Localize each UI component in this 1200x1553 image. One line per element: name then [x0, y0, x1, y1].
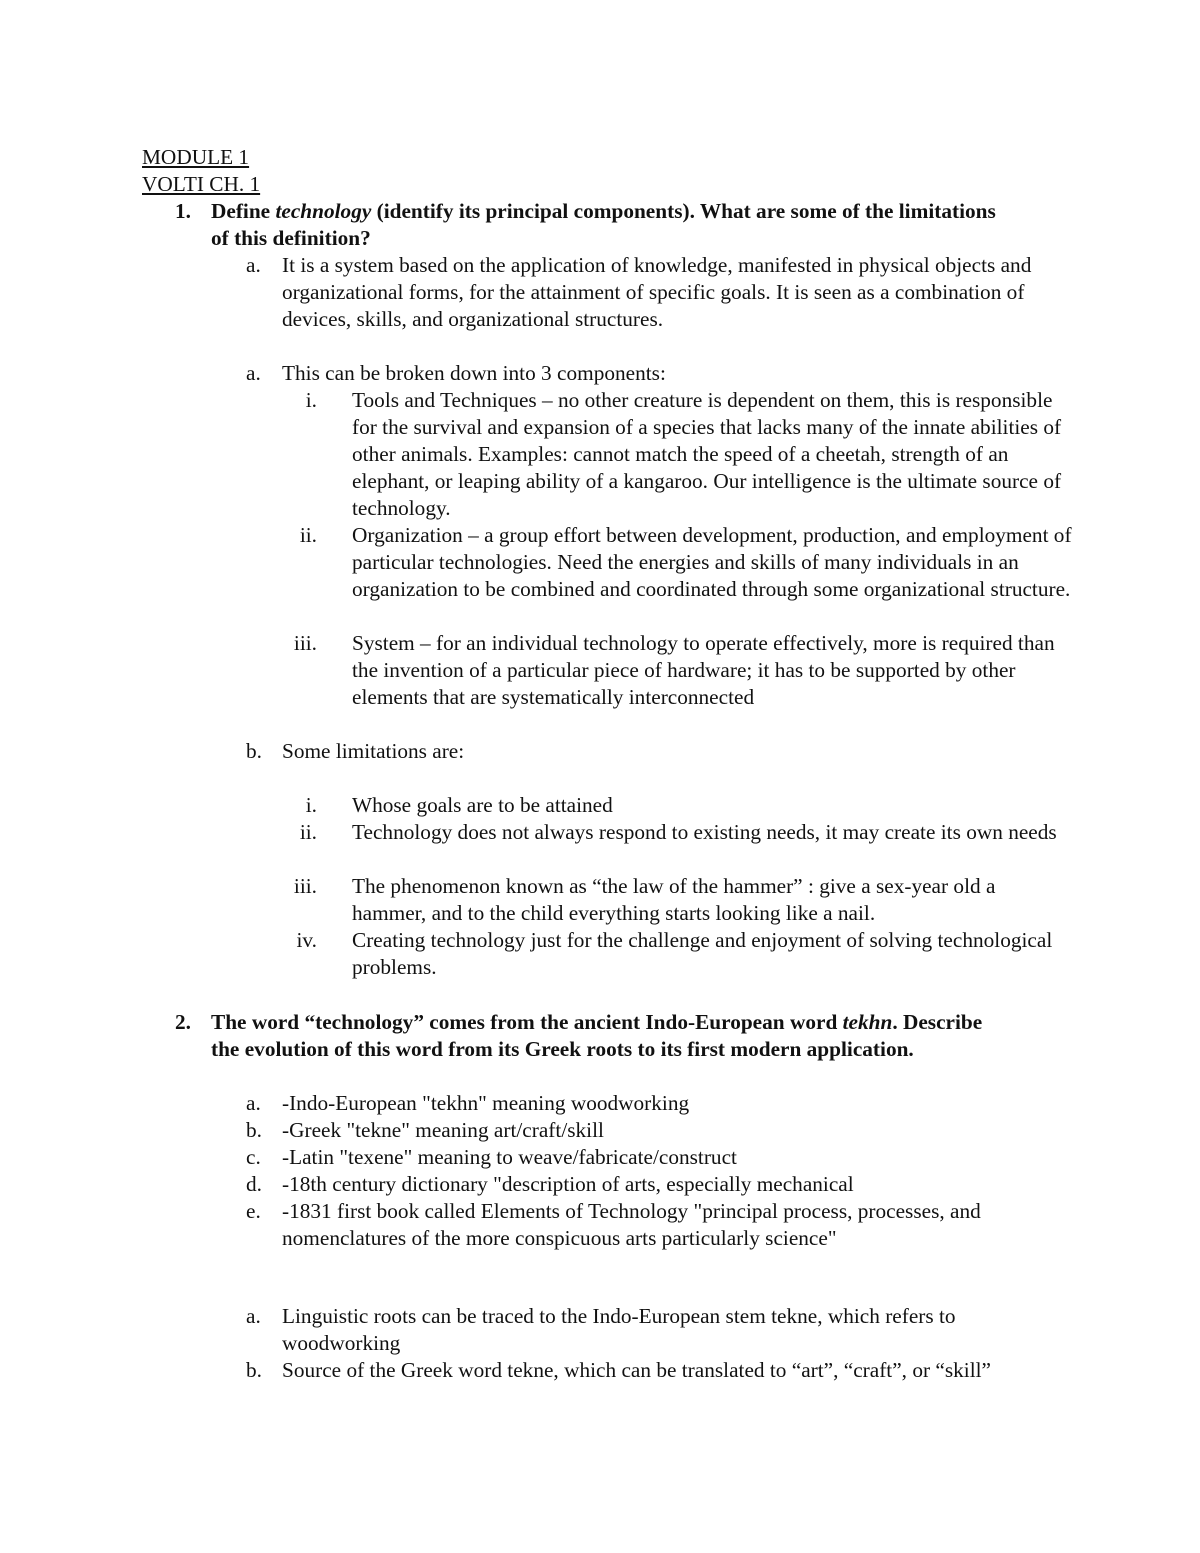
limitation-marker: iii.	[293, 874, 317, 898]
component-marker: i.	[305, 388, 317, 412]
evolution-item: -Latin "texene" meaning to weave/fabricate/construct	[282, 1145, 737, 1169]
question-2-suffix: . Describe the evolution of this word from its Greek roots to its first modern application.	[211, 1010, 983, 1061]
evolution-item: -18th century dictionary "description of arts, especially mechanical	[282, 1172, 854, 1196]
question-2-italic-term: tekhn	[842, 1010, 893, 1034]
answer-1b-marker: b.	[246, 739, 262, 763]
component-system-text: System – for an individual technology to operate effectively, more is required than the invention of a particular piece of hardware; it has to be supported by other elements that are systematically interconnected	[352, 631, 1055, 709]
limitation-marker: iv.	[296, 928, 317, 952]
evolution-marker: b.	[246, 1118, 262, 1142]
question-2-number: 2.	[175, 1010, 191, 1034]
evolution-item: -1831 first book called Elements of Technology "principal process, processes, and nomenclatures of the more conspicuous arts particularly science"	[282, 1199, 981, 1250]
component-organization-text: Organization – a group effort between development, production, and employment of particular technologies. Need the energies and skills of many individuals in an organization to be combined and coordinated through some organizational structure.	[352, 523, 1072, 601]
evolution-marker: c.	[246, 1145, 261, 1169]
answer-1a-text: It is a system based on the application of knowledge, manifested in physical objects and organizational forms, for the attainment of specific goals. It is seen as a combination of devices, skills, and organizational structures.	[282, 253, 1032, 331]
roots-marker: a.	[246, 1304, 261, 1328]
limitation-text: Creating technology just for the challenge and enjoyment of solving technological problems.	[352, 928, 1053, 979]
component-marker: ii.	[299, 523, 317, 547]
answer-1a2-marker: a.	[246, 361, 261, 385]
question-1-prefix: Define	[211, 199, 276, 223]
question-1-text	[211, 198, 1011, 252]
question-2-text	[211, 1009, 1011, 1063]
question-2-prefix: The word “technology” comes from the ancient Indo-European word	[211, 1010, 843, 1034]
limitation-marker: ii.	[299, 820, 317, 844]
evolution-marker: a.	[246, 1091, 261, 1115]
question-1-number: 1.	[175, 199, 191, 223]
limitation-marker: i.	[305, 793, 317, 817]
question-1-suffix: (identify its principal components). What are some of the limitations of this definition?	[211, 199, 996, 250]
answer-1b-text: Some limitations are:	[282, 739, 465, 763]
roots-marker: b.	[246, 1358, 262, 1382]
roots-item: Linguistic roots can be traced to the Indo-European stem tekne, which refers to woodworking	[282, 1304, 956, 1355]
evolution-marker: e.	[246, 1199, 261, 1223]
roots-item: Source of the Greek word tekne, which can be translated to “art”, “craft”, or “skill”	[282, 1358, 991, 1382]
evolution-item: -Greek "tekne" meaning art/craft/skill	[282, 1118, 604, 1142]
answer-1a2-text: This can be broken down into 3 components:	[282, 361, 666, 385]
question-1-italic-term: technology	[275, 199, 372, 223]
module-heading: MODULE 1	[142, 145, 250, 169]
limitation-text: Whose goals are to be attained	[352, 793, 613, 817]
answer-1a-marker: a.	[246, 253, 261, 277]
limitation-text: Technology does not always respond to existing needs, it may create its own needs	[352, 820, 1057, 844]
evolution-marker: d.	[246, 1172, 262, 1196]
component-marker: iii.	[293, 631, 317, 655]
evolution-item: -Indo-European "tekhn" meaning woodworking	[282, 1091, 690, 1115]
limitation-text: The phenomenon known as “the law of the hammer” : give a sex-year old a hammer, and to the child everything starts looking like a nail.	[352, 874, 996, 925]
component-tools-text: Tools and Techniques – no other creature is dependent on them, this is responsible for the survival and expansion of a species that lacks many of the innate abilities of other animals. Examples: cannot match the speed of a cheetah, strength of an elephant, or leaping ability of a kangaroo. Our intelligence is the ultimate source of technology.	[352, 388, 1062, 520]
chapter-heading: VOLTI CH. 1	[142, 172, 261, 196]
